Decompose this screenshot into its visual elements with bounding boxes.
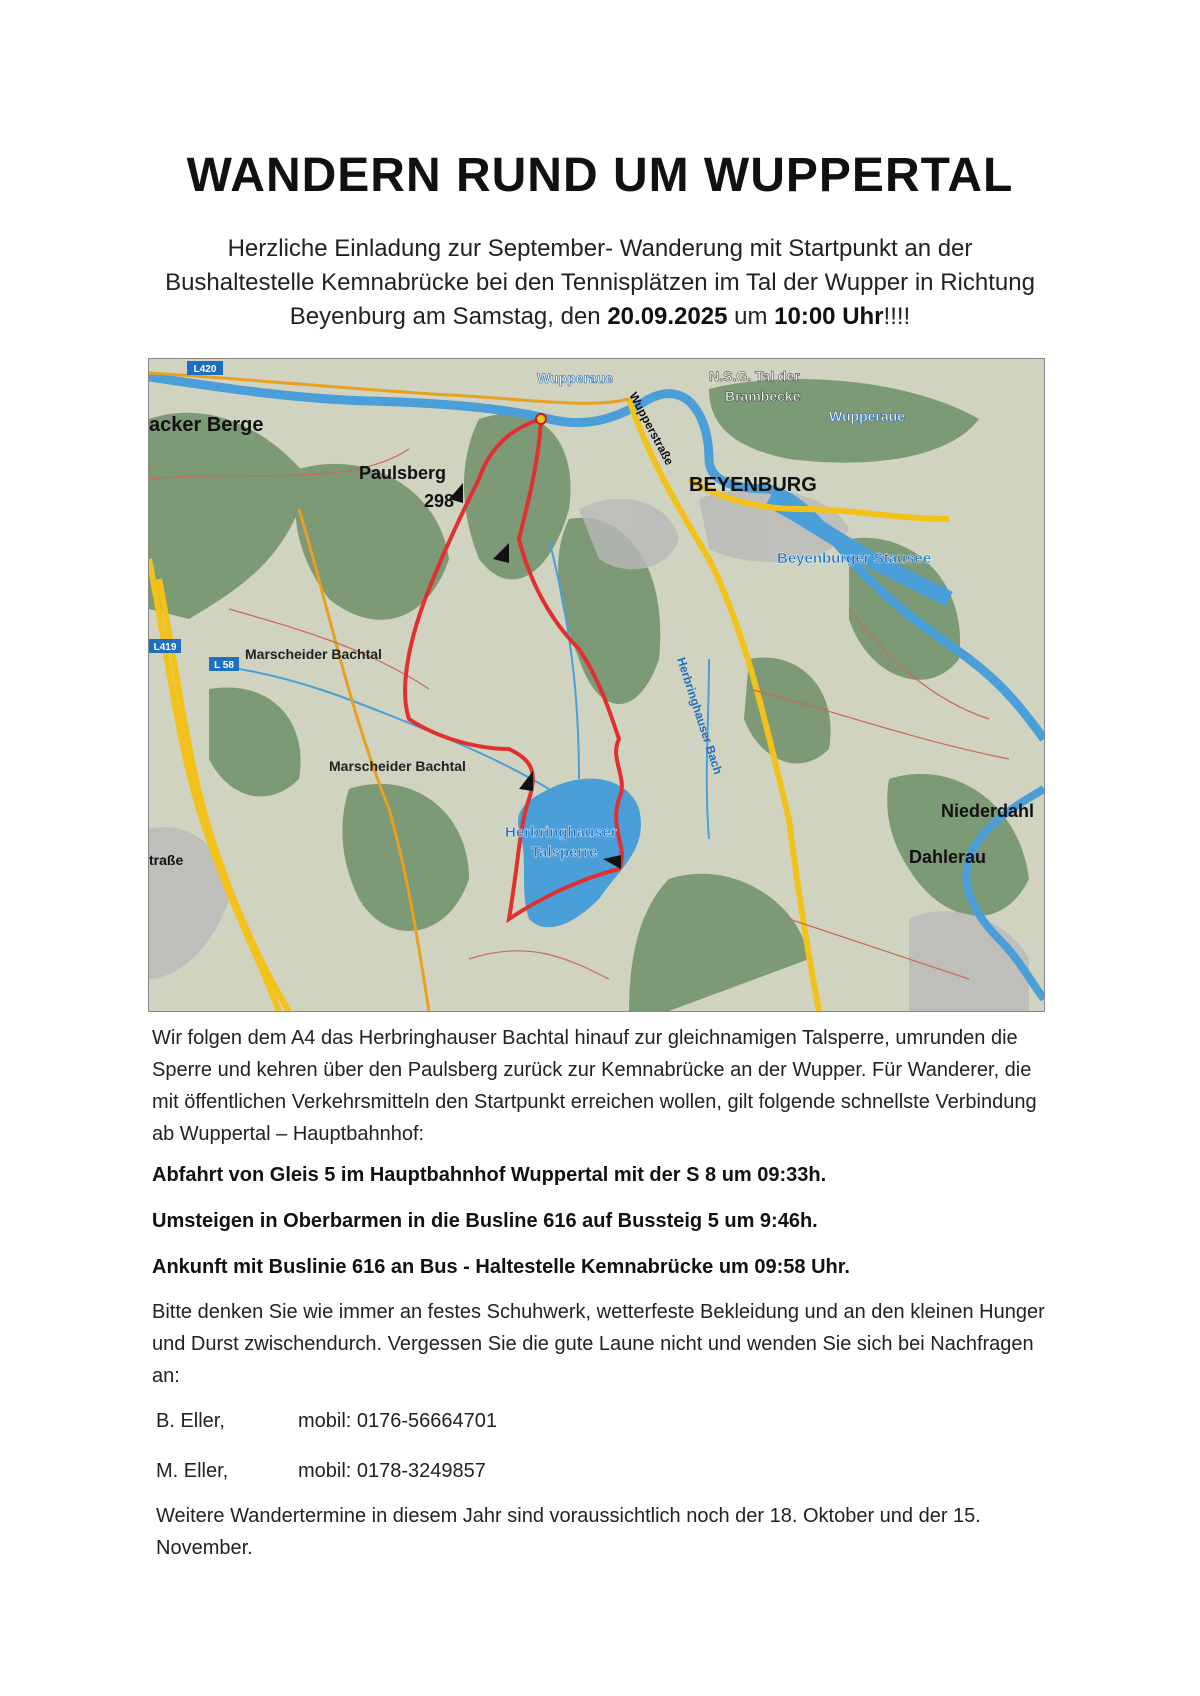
label-marscheider-bachtal-1: Marscheider Bachtal <box>245 646 382 662</box>
label-herbringhauser-bach: Herbringhauser Bach <box>674 655 726 777</box>
road-label-l419: L419 <box>153 642 177 653</box>
contact-phone: mobil: 0176-56664701 <box>298 1410 498 1432</box>
reminder-paragraph: Bitte denken Sie wie immer an festes Schuhwerk, wetterfeste Bekleidung und an den kleinen Hunger und Durst zwischendurch. Vergessen Sie die gute Laune nicht und wenden Sie sich bei Nachfragen an: <box>152 1301 1045 1387</box>
label-paulsberg-height: 298 <box>424 491 455 511</box>
label-wupperstrasse: Wupperstraße <box>626 389 677 468</box>
road-label-l420: L420 <box>193 364 217 375</box>
road-label-l58: L 58 <box>214 660 234 671</box>
intro-paragraph <box>150 232 1050 334</box>
map-graphic <box>149 359 1044 1011</box>
connection-departure: Abfahrt von Gleis 5 im Hauptbahnhof Wuppertal mit der S 8 um 09:33h. <box>152 1164 827 1186</box>
intro-time: 10:00 Uhr <box>774 303 884 330</box>
route-description: Wir folgen dem A4 das Herbringhauser Bachtal hinauf zur gleichnamigen Talsperre, umrunden die Sperre und kehren über den Paulsberg zurück zur Kemnabrücke an der Wupper. Für Wanderer, die mit öffentlichen Verkehrsmitteln den Startpunkt erreichen wollen, gilt folgende schnellste Verbindung ab Wuppertal – Hauptbahnhof: <box>152 1027 1037 1145</box>
contact-name: M. Eller, <box>156 1460 229 1482</box>
label-herbringhauser-2: Talsperre <box>531 844 598 861</box>
label-nsg-line2: Brambecke <box>725 388 801 404</box>
label-nsg-line1: N.S.G. Tal der <box>709 368 800 384</box>
label-dahlerau: Dahlerau <box>909 847 987 867</box>
label-stausee: Beyenburger Stausee <box>777 550 932 567</box>
contact-row <box>156 1460 486 1483</box>
label-strasse: traße <box>149 852 184 868</box>
label-acker-berge: acker Berge <box>149 414 264 436</box>
intro-text: Herzliche Einladung zur September- Wanderung mit Startpunkt an der Bushaltestelle Kemnabrücke bei den Tennisplätzen im Tal der Wupper in Richtung Beyenburg am Samstag, den <box>165 235 1035 330</box>
contact-name: B. Eller, <box>156 1410 225 1432</box>
start-point <box>536 414 546 424</box>
connection-transfer: Umsteigen in Oberbarmen in die Busline 616 auf Bussteig 5 um 9:46h. <box>152 1210 818 1232</box>
label-paulsberg: Paulsberg <box>359 463 447 483</box>
intro-mid: um <box>727 303 775 330</box>
label-herbringhauser-1: Herbringhauser <box>505 824 617 841</box>
connection-arrival: Ankunft mit Buslinie 616 an Bus - Haltestelle Kemnabrücke um 09:58 Uhr. <box>152 1256 850 1278</box>
intro-end: !!!! <box>883 303 911 330</box>
further-dates: Weitere Wandertermine in diesem Jahr sind voraussichtlich noch der 18. Oktober und der 15. November. <box>156 1505 981 1559</box>
label-marscheider-bachtal-2: Marscheider Bachtal <box>329 758 466 774</box>
label-beyenburg: BEYENBURG <box>689 474 817 496</box>
contact-row <box>156 1410 497 1433</box>
page-title: WANDERN RUND UM WUPPERTAL <box>186 149 1014 202</box>
route-map <box>148 358 1045 1012</box>
label-niederdahl: Niederdahl <box>941 801 1035 821</box>
intro-date: 20.09.2025 <box>607 303 728 330</box>
contact-phone: mobil: 0178-3249857 <box>298 1460 486 1482</box>
label-wupperaue-right: Wupperaue <box>829 408 905 424</box>
label-wupperaue-top: Wupperaue <box>537 370 613 386</box>
